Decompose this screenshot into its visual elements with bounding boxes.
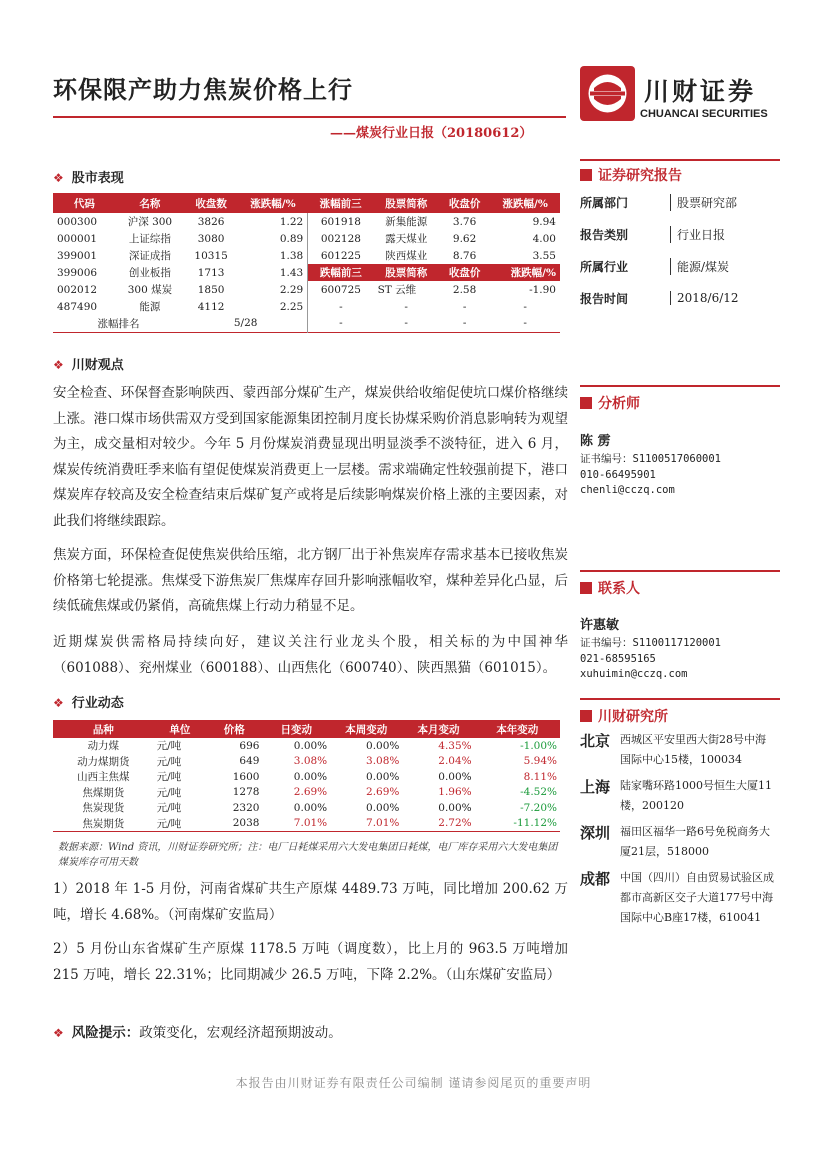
office-item: 成都 中国（四川）自由贸易试验区成都市高新区交子大道177号中海国际中心B座17楼，610041	[580, 870, 774, 924]
col-week-change: 本周变动	[330, 720, 402, 738]
table-row: 动力煤 元/吨 696 0.00% 0.00% 4.35% -1.00%	[87, 739, 557, 753]
table-row: 涨幅排名 5/28 - - - -	[53, 315, 560, 332]
square-bullet-icon	[580, 710, 592, 722]
page-footer: 本报告由川财证券有限责任公司编制 谨请参阅尾页的重要声明	[235, 1076, 592, 1090]
industry-heading: ❖ 行业动态	[53, 696, 124, 711]
report-info-heading: 证券研究报告	[580, 165, 682, 185]
table-row: 002012 300 煤炭 1850 2.29 600725 ST 云维 2.58 -1.90	[53, 281, 560, 298]
header-rule	[53, 116, 566, 118]
office-item: 北京 西城区平安里西大街28号中海国际中心15楼，100034	[580, 732, 766, 766]
market-heading: ❖ 股市表现	[53, 171, 124, 186]
report-info	[580, 186, 780, 314]
risk-text: 政策变化，宏观经济超预期波动。	[139, 1025, 342, 1041]
col-change: 涨跌幅/%	[238, 193, 308, 213]
col-unit: 单位	[154, 720, 207, 738]
company-name: 川财证券	[644, 77, 757, 106]
table-row: 焦煤期货 元/吨 1278 2.69% 2.69% 1.96% -4.52%	[82, 786, 557, 799]
table-row: 山西主焦煤 元/吨 1600 0.00% 0.00% 0.00% 8.11%	[77, 770, 557, 784]
table-row: 487490 能源 4112 2.25 - - - -	[53, 298, 560, 315]
table-row: 399006 创业板指 1713 1.43 跌幅前三 股票简称 收盘价 涨跌幅/%	[53, 264, 560, 281]
sidebar-rule	[580, 570, 780, 572]
industry-table	[53, 720, 560, 832]
square-bullet-icon	[580, 169, 592, 181]
info-row: 所属部门 股票研究部	[580, 195, 738, 210]
analyst-email[interactable]: chenli@cczq.com	[580, 484, 675, 496]
square-bullet-icon	[580, 397, 592, 409]
table-row: 000300 沪深 300 3826 1.22 601918 新集能源 3.76 9.94	[53, 213, 560, 230]
analyst-name: 陈 雳	[580, 434, 611, 449]
analyst-heading: 分析师	[580, 393, 640, 413]
col-change-pct: 涨跌幅/%	[490, 193, 560, 213]
contact-name: 许惠敏	[580, 618, 620, 633]
table-row: 焦炭期货 元/吨 2038 7.01% 7.01% 2.72% -11.12%	[82, 817, 557, 830]
diamond-bullet-icon: ❖	[53, 171, 64, 185]
col-year-change: 本年变动	[475, 720, 560, 738]
sidebar-rule	[580, 159, 780, 161]
contact-email[interactable]: xuhuimin@cczq.com	[580, 668, 688, 680]
news-item-1: 1）2018 年 1-5 月份，河南省煤矿共生产原煤 4489.73 万吨，同比增加 200.62 万吨，增长 4.68%。（河南煤矿安监局）	[53, 881, 568, 923]
col-code: 代码	[53, 193, 116, 213]
col-stock-name: 股票简称	[374, 193, 439, 213]
news-item-2: 2）5 月份山东省煤矿生产原煤 1178.5 万吨（调度数），比上月的 963.5 万吨增加 215 万吨，增长 22.31%；比同期减少 26.5 万吨，下降 2.2%。（山东煤矿安监局）	[53, 941, 568, 983]
company-logo-icon	[580, 66, 635, 121]
diamond-bullet-icon: ❖	[53, 1026, 64, 1040]
col-day-change: 日变动	[262, 720, 330, 738]
sidebar-rule	[580, 698, 780, 700]
risk-line	[53, 1021, 342, 1041]
office-list	[580, 730, 780, 928]
table-row: 399001 深证成指 10315 1.38 601225 陕西煤业 8.76 3.55	[53, 247, 560, 264]
sidebar-rule	[580, 385, 780, 387]
view-heading: ❖ 川财观点	[53, 358, 124, 373]
report-subtitle: ——煤炭行业日报（20180612）	[330, 126, 533, 141]
institute-heading: 川财研究所	[580, 706, 668, 726]
company-name-en: CHUANCAI SECURITIES	[640, 108, 768, 120]
analyst-phone: 010-66495901	[580, 468, 656, 481]
diamond-bullet-icon: ❖	[53, 696, 64, 710]
col-variety: 品种	[53, 720, 154, 738]
col-gainers: 涨幅前三	[308, 193, 374, 213]
report-title: 环保限产助力焦炭价格上行	[53, 76, 353, 104]
analyst-card	[580, 430, 780, 499]
info-row: 报告时间 2018/6/12	[580, 291, 739, 306]
risk-label: 风险提示：	[71, 1025, 140, 1041]
col-month-change: 本月变动	[402, 720, 474, 738]
info-row: 报告类别 行业日报	[580, 227, 726, 242]
col-price: 价格	[206, 720, 262, 738]
diamond-bullet-icon: ❖	[53, 358, 64, 372]
square-bullet-icon	[580, 582, 592, 594]
view-paragraph-3: 近期煤炭供需格局持续向好，建议关注行业龙头个股，相关标的为中国神华（601088）、兖州煤业（600188）、山西焦化（600740）、陕西黑猫（601015）。	[53, 634, 568, 676]
col-name: 名称	[116, 193, 184, 213]
contact-phone: 021-68595165	[580, 652, 656, 665]
market-table	[53, 193, 560, 333]
contact-card	[580, 614, 780, 683]
view-paragraph-2: 焦炭方面，环保检查促使焦炭供给压缩，北方钢厂出于补焦炭库存需求基本已接收焦炭价格第七轮提涨。焦煤受下游焦炭厂焦煤库存回升影响涨幅收窄，煤种差异化凸显，后续低硫焦煤或仍紧俏，高硫焦煤上行动力稍显不足。	[53, 547, 568, 614]
source-note: 数据来源：Wind 资讯，川财证券研究所；注：电厂日耗煤采用六大发电集团日耗煤，电厂库存采用六大发电集团煤炭库存可用天数	[58, 842, 558, 868]
view-paragraph-1: 安全检查、环保督查影响陕西、蒙西部分煤矿生产，煤炭供给收缩促使坑口煤价格继续上涨。港口煤市场供需双方受到国家能源集团控制月度长协煤采购价消息影响转为观望为主，成交量相对较少。今年 5 月份煤炭消费显现出明显淡季不淡特征，进入 6 月，煤炭传统消费旺季来临有望促使煤炭消费更上一层楼。需求端确定性较强前提下，港口煤炭库存较高及安全检查结束后煤矿复产或将是后续影响煤炭价格上涨的主要因素，对此我们将继续跟踪。	[53, 385, 568, 529]
col-close: 收盘数	[184, 193, 238, 213]
analyst-cert: 证书编号：S1100517060001	[580, 453, 722, 465]
table-row: 000001 上证综指 3080 0.89 002128 露天煤业 9.62 4.00	[53, 230, 560, 247]
office-item: 上海 陆家嘴环路1000号恒生大厦11楼，200120	[580, 778, 772, 812]
contact-cert: 证书编号：S1100117120001	[580, 637, 722, 649]
info-row: 所属行业 能源/煤炭	[580, 259, 730, 274]
table-row: 动力煤期货 元/吨 649 3.08% 3.08% 2.04% 5.94%	[77, 755, 557, 768]
contact-heading: 联系人	[580, 578, 640, 598]
office-item: 深圳 福田区福华一路6号免税商务大厦21层，518000	[580, 824, 770, 858]
table-row: 焦炭现货 元/吨 2320 0.00% 0.00% 0.00% -7.20%	[82, 801, 557, 815]
col-close-price: 收盘价	[439, 193, 491, 213]
